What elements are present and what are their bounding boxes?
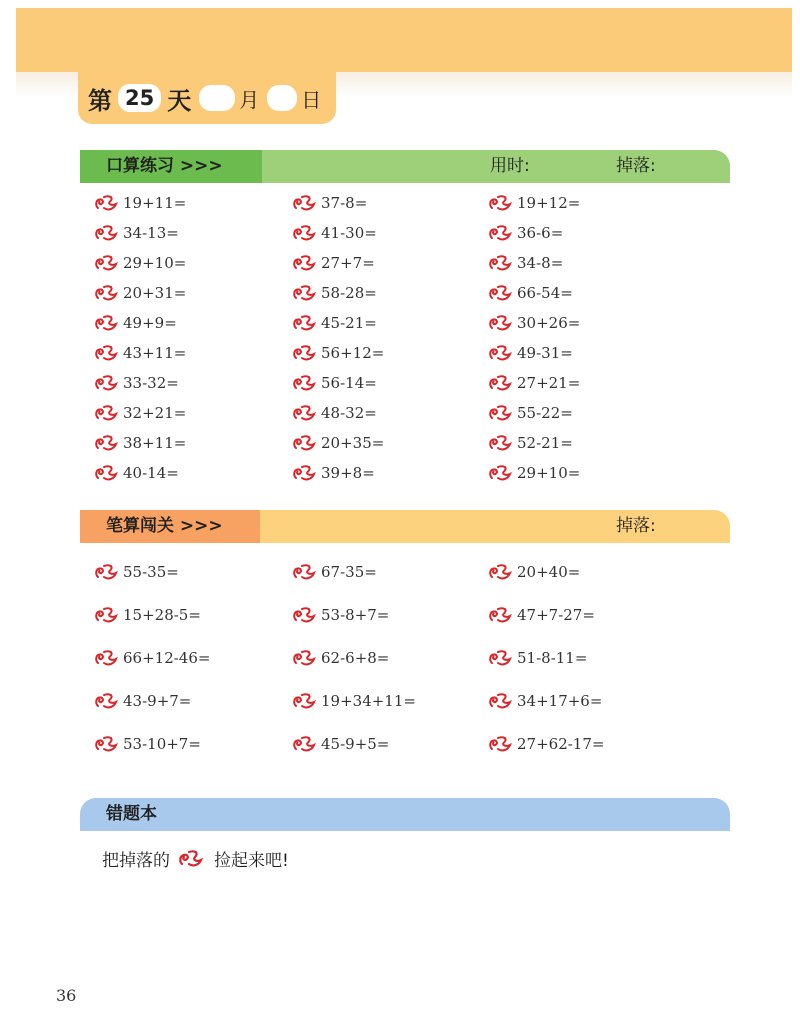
- written-problem: [488, 692, 602, 710]
- dragon-icon: [94, 692, 118, 710]
- oral-problem: [94, 284, 186, 302]
- written-problem: [94, 692, 191, 710]
- mistakes-section-bar: [80, 798, 730, 831]
- problem-text: 53-8+7=: [321, 606, 390, 624]
- written-problem: [488, 735, 604, 753]
- oral-problem: [488, 404, 573, 422]
- problem-text: 45-21=: [321, 314, 377, 332]
- problem-text: 19+11=: [123, 194, 187, 212]
- top-banner: [16, 8, 792, 72]
- problem-text: 20+40=: [517, 563, 581, 581]
- dragon-icon: [292, 563, 316, 581]
- dragon-icon: [94, 606, 118, 624]
- problem-text: 43-9+7=: [123, 692, 192, 710]
- dragon-icon: [488, 374, 512, 392]
- dragon-icon: [94, 464, 118, 482]
- problem-text: 27+21=: [517, 374, 581, 392]
- problem-text: 27+62-17=: [517, 735, 605, 753]
- oral-problem: [488, 374, 580, 392]
- dragon-icon: [94, 649, 118, 667]
- oral-problem: [94, 224, 179, 242]
- dragon-icon: [94, 344, 118, 362]
- problem-text: 39+8=: [321, 464, 375, 482]
- dragon-icon: [94, 563, 118, 581]
- oral-problem: [292, 464, 375, 482]
- problem-text: 58-28=: [321, 284, 377, 302]
- oral-section-bar: [80, 150, 730, 183]
- written-problem: [488, 649, 587, 667]
- dragon-icon: [94, 254, 118, 272]
- oral-problem: [292, 344, 384, 362]
- dragon-icon: [488, 692, 512, 710]
- oral-problem: [94, 404, 186, 422]
- mistakes-note: [102, 846, 289, 871]
- oral-problem: [488, 314, 580, 332]
- written-problem: [488, 606, 595, 624]
- problem-text: 67-35=: [321, 563, 377, 581]
- day-suffix: 天: [167, 86, 192, 115]
- oral-time-label: 用时:: [490, 156, 530, 176]
- problem-text: 52-21=: [517, 434, 573, 452]
- dragon-icon: [292, 344, 316, 362]
- oral-problem: [488, 464, 580, 482]
- problem-text: 40-14=: [123, 464, 179, 482]
- written-problem: [488, 563, 580, 581]
- dragon-icon: [488, 344, 512, 362]
- problem-text: 49-31=: [517, 344, 573, 362]
- dragon-icon: [488, 284, 512, 302]
- written-problem: [292, 606, 389, 624]
- dragon-icon: [488, 434, 512, 452]
- dragon-icon: [488, 254, 512, 272]
- oral-problem: [488, 344, 573, 362]
- oral-problem: [94, 314, 177, 332]
- problem-text: 36-6=: [517, 224, 564, 242]
- day-number: 25: [118, 84, 161, 112]
- written-problem: [94, 563, 179, 581]
- dragon-icon: [292, 404, 316, 422]
- dragon-icon: [488, 404, 512, 422]
- problem-text: 30+26=: [517, 314, 581, 332]
- problem-text: 53-10+7=: [123, 735, 201, 753]
- written-problem: [292, 692, 416, 710]
- dragon-icon: [488, 606, 512, 624]
- dragon-icon: [94, 284, 118, 302]
- written-problem: [94, 649, 210, 667]
- oral-problem: [94, 344, 186, 362]
- day-prefix: 第: [88, 86, 112, 115]
- dragon-icon: [94, 735, 118, 753]
- problem-text: 66-54=: [517, 284, 573, 302]
- dragon-icon: [292, 284, 316, 302]
- dragon-icon: [488, 314, 512, 332]
- problem-text: 29+10=: [517, 464, 581, 482]
- problem-text: 27+7=: [321, 254, 375, 272]
- dragon-icon: [292, 194, 316, 212]
- problem-text: 29+10=: [123, 254, 187, 272]
- oral-problem: [292, 194, 367, 212]
- oral-drop-label: 掉落:: [616, 156, 656, 176]
- dragon-icon: [292, 374, 316, 392]
- oral-problem: [292, 254, 375, 272]
- oral-section-title: 口算练习 >>>: [80, 150, 262, 183]
- oral-problem: [94, 374, 179, 392]
- dragon-icon: [292, 606, 316, 624]
- written-problem: [94, 735, 201, 753]
- problem-text: 15+28-5=: [123, 606, 201, 624]
- oral-problem: [292, 284, 377, 302]
- problem-text: 34-8=: [517, 254, 564, 272]
- problem-text: 48-32=: [321, 404, 377, 422]
- date-blank[interactable]: [267, 85, 297, 111]
- oral-problem: [488, 284, 573, 302]
- written-problem: [292, 649, 389, 667]
- written-problem: [292, 563, 377, 581]
- problem-text: 43+11=: [123, 344, 187, 362]
- written-section-title: 笔算闯关 >>>: [80, 510, 260, 543]
- oral-problem: [94, 254, 186, 272]
- problem-text: 34+17+6=: [517, 692, 603, 710]
- problem-text: 56+12=: [321, 344, 385, 362]
- dragon-icon: [94, 434, 118, 452]
- problem-text: 55-35=: [123, 563, 179, 581]
- dragon-icon: [94, 224, 118, 242]
- problem-text: 19+12=: [517, 194, 581, 212]
- note-before: 把掉落的: [102, 851, 170, 871]
- oral-problem: [488, 434, 573, 452]
- written-problem: [94, 606, 201, 624]
- oral-problem: [488, 194, 580, 212]
- oral-problem: [292, 434, 384, 452]
- oral-problem: [488, 224, 563, 242]
- problem-text: 47+7-27=: [517, 606, 595, 624]
- dragon-icon: [94, 404, 118, 422]
- problem-text: 34-13=: [123, 224, 179, 242]
- problem-text: 62-6+8=: [321, 649, 390, 667]
- dragon-icon: [178, 849, 204, 869]
- dragon-icon: [292, 434, 316, 452]
- dragon-icon: [94, 194, 118, 212]
- page-number: 36: [56, 986, 77, 1005]
- problem-text: 20+35=: [321, 434, 385, 452]
- oral-problem: [488, 254, 563, 272]
- dragon-icon: [292, 224, 316, 242]
- written-section-bar: [80, 510, 730, 543]
- dragon-icon: [488, 563, 512, 581]
- oral-problem: [292, 404, 377, 422]
- oral-problem: [94, 434, 186, 452]
- dragon-icon: [292, 314, 316, 332]
- problem-text: 41-30=: [321, 224, 377, 242]
- dragon-icon: [488, 464, 512, 482]
- dragon-icon: [292, 735, 316, 753]
- problem-text: 45-9+5=: [321, 735, 390, 753]
- problem-text: 38+11=: [123, 434, 187, 452]
- written-drop-label: 掉落:: [616, 516, 656, 536]
- date-label: 日: [301, 87, 322, 112]
- problem-text: 37-8=: [321, 194, 368, 212]
- problem-text: 49+9=: [123, 314, 177, 332]
- problem-text: 19+34+11=: [321, 692, 416, 710]
- problem-text: 20+31=: [123, 284, 187, 302]
- day-header: [78, 72, 336, 124]
- problem-text: 32+21=: [123, 404, 187, 422]
- dragon-icon: [292, 464, 316, 482]
- problem-text: 56-14=: [321, 374, 377, 392]
- month-label: 月: [239, 87, 260, 112]
- dragon-icon: [488, 194, 512, 212]
- problem-text: 55-22=: [517, 404, 573, 422]
- oral-problem: [292, 224, 377, 242]
- dragon-icon: [488, 735, 512, 753]
- dragon-icon: [488, 649, 512, 667]
- written-problem: [292, 735, 389, 753]
- mistakes-section-title: 错题本: [106, 804, 157, 824]
- oral-problem: [292, 374, 377, 392]
- dragon-icon: [94, 314, 118, 332]
- note-after: 捡起来吧!: [214, 851, 289, 871]
- oral-problem: [94, 464, 179, 482]
- dragon-icon: [488, 224, 512, 242]
- dragon-icon: [94, 374, 118, 392]
- month-blank[interactable]: [199, 85, 235, 111]
- dragon-icon: [292, 254, 316, 272]
- problem-text: 51-8-11=: [517, 649, 588, 667]
- dragon-icon: [292, 649, 316, 667]
- oral-problem: [94, 194, 186, 212]
- oral-problem: [292, 314, 377, 332]
- problem-text: 33-32=: [123, 374, 179, 392]
- dragon-icon: [292, 692, 316, 710]
- problem-text: 66+12-46=: [123, 649, 211, 667]
